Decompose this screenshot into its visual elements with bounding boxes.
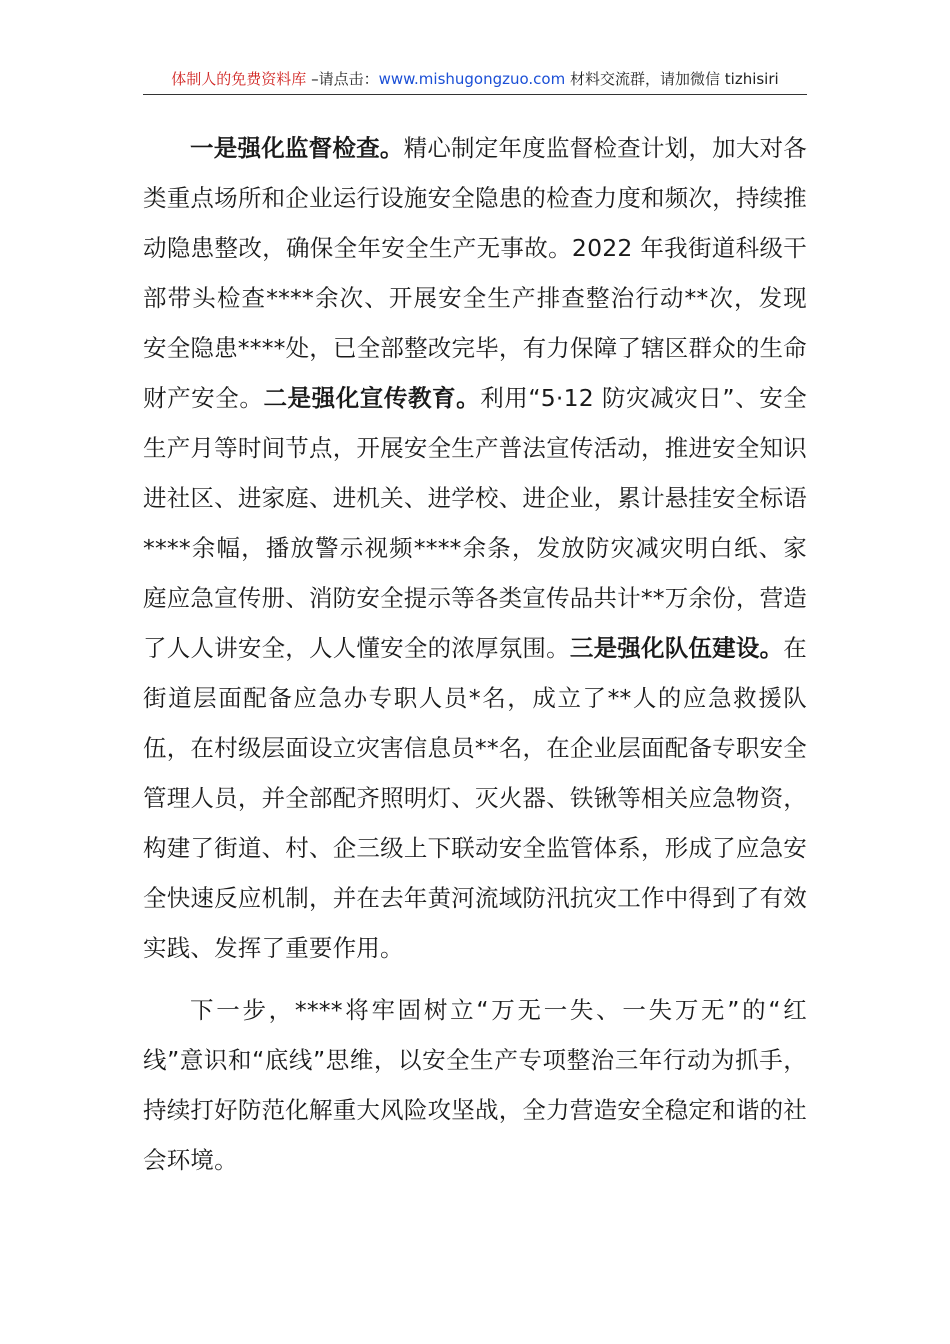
header-brand: 体制人的免费资料库	[171, 70, 307, 88]
text-next-steps: 下一步，****将牢固树立“万无一失、一失万无”的“红线”意识和“底线”思维，以安全生产专项整治三年行动为抓手，持续打好防范化解重大风险攻坚战，全力营造安全稳定和谐的社会环境。	[143, 996, 807, 1174]
text-publicity: 利用“5·12 防灾减灾日”、安全生产月等时间节点，开展安全生产普法宣传活动，推进安全知识进社区、进家庭、进机关、进学校、进企业，累计悬挂安全标语****余幅，播放警示视频****余条，发放防灾减灾明白纸、家庭应急宣传册、消防安全提示等各类宣传品共计**万余份，营造了人人讲安全，人人懂安全的浓厚氛围。	[143, 384, 808, 662]
heading-team-building: 三是强化队伍建设。	[569, 634, 784, 662]
document-body	[143, 123, 807, 1185]
header-prompt: –请点击：	[306, 70, 379, 88]
text-team-building: 在街道层面配备应急办专职人员*名，成立了**人的应急救援队伍，在村级层面设立灾害信息员**名，在企业层面配备专职安全管理人员，并全部配齐照明灯、灭火器、铁锹等相关应急物资，构建了街道、村、企三级上下联动安全监管体系，形成了应急安全快速反应机制，并在去年黄河流域防汛抗灾工作中得到了有效实践、发挥了重要作用。	[143, 634, 807, 962]
text-supervision: 精心制定年度监督检查计划，加大对各类重点场所和企业运行设施安全隐患的检查力度和频次，持续推动隐患整改，确保全年安全生产无事故。2022 年我街道科级干部带头检查****余次、开展安全生产排查整治行动**次，发现安全隐患****处，已全部整改完毕，有力保障了辖区群众的生命财产安全。	[143, 134, 807, 412]
heading-publicity: 二是强化宣传教育。	[263, 384, 481, 412]
heading-supervision: 一是强化监督检查。	[190, 134, 404, 162]
page-header	[143, 68, 807, 95]
header-website-link[interactable]: www.mishugongzuo.com	[378, 70, 566, 88]
paragraph-measures	[143, 123, 807, 973]
paragraph-next-steps	[143, 985, 807, 1185]
header-contact-note: 材料交流群，请加微信 tizhisiri	[565, 70, 779, 88]
